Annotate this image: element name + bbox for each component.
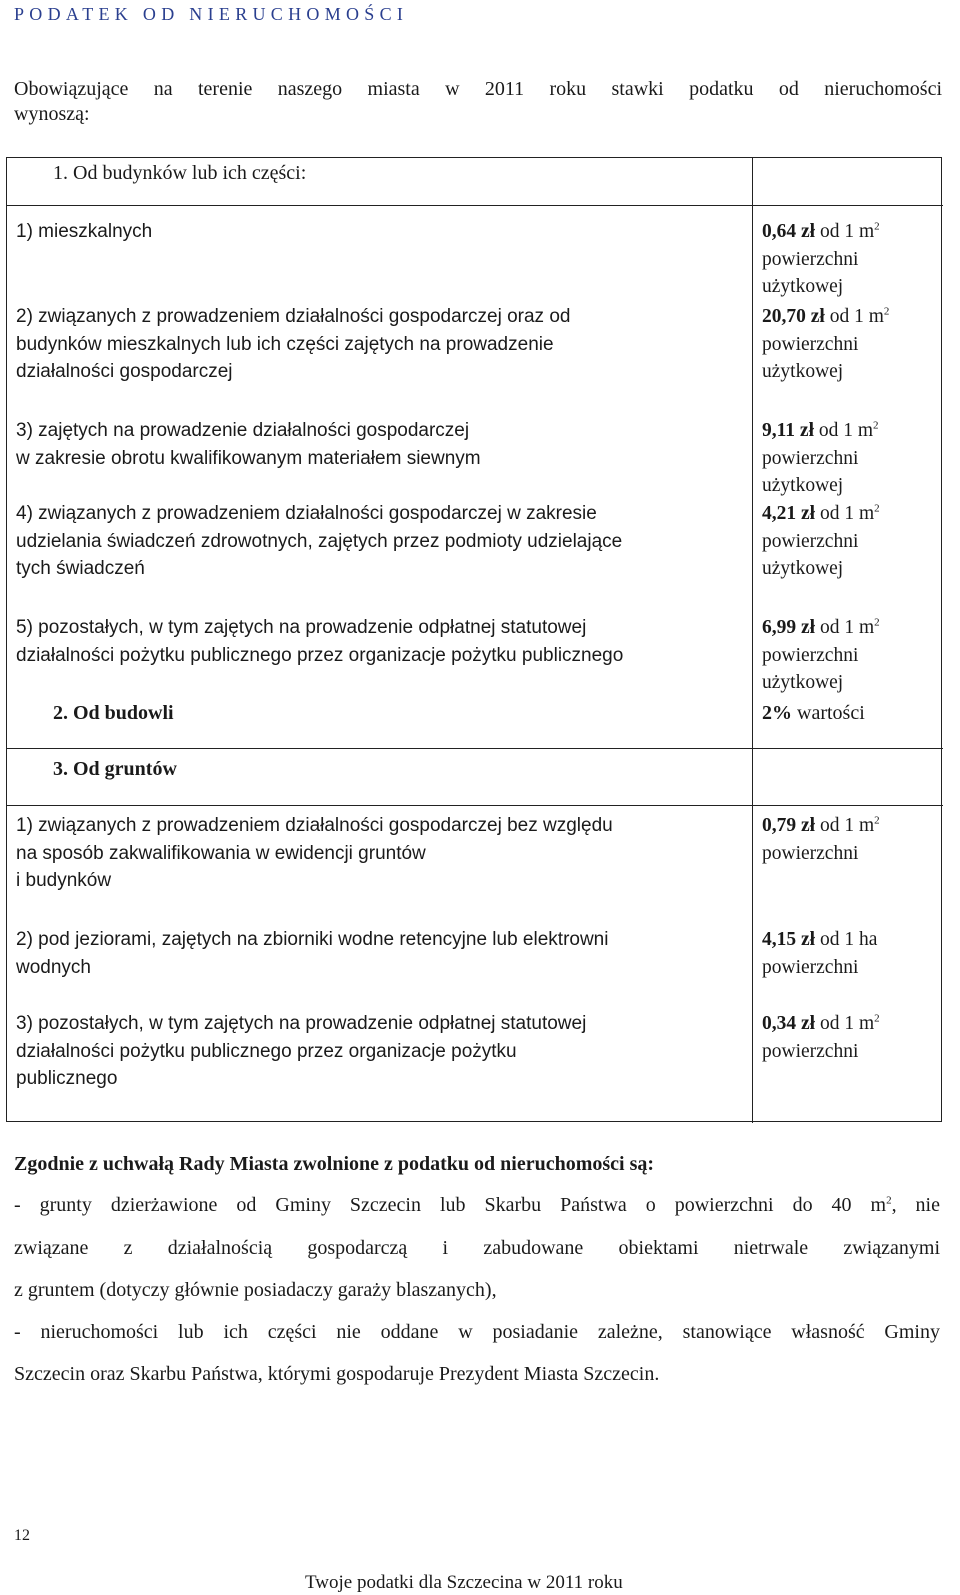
row-line: w zakresie obrotu kwalifikowanym materiałem siewnym bbox=[16, 447, 481, 469]
rate-unit: od 1 m bbox=[819, 617, 875, 638]
exemption-text: - grunty dzierżawione od Gminy Szczecin lub Skarbu Państwa o powierzchni do 40 m bbox=[14, 1194, 887, 1216]
row-divider bbox=[7, 748, 943, 749]
row-line: wodnych bbox=[16, 956, 91, 978]
rate-value: 0,34 zł bbox=[762, 1013, 816, 1034]
row-line: i budynków bbox=[16, 870, 112, 891]
exemption-1-line-1 bbox=[14, 1194, 940, 1217]
page-number: 12 bbox=[14, 1527, 30, 1544]
rate-sup: 2 bbox=[873, 419, 879, 432]
row-line: 1) związanych z prowadzeniem działalności gospodarczej bez względu bbox=[16, 815, 613, 836]
row-line: publicznego bbox=[16, 1068, 118, 1089]
rate-value: 0,64 zł bbox=[762, 221, 816, 242]
row-line: 4) związanych z prowadzeniem działalności gospodarczej w zakresie bbox=[16, 503, 597, 524]
rate-sup: 2 bbox=[874, 502, 880, 515]
intro-line-1: Obowiązujące na terenie naszego miasta w 2011 roku stawki podatku od nieruchomości bbox=[14, 78, 942, 100]
land-row-1-description bbox=[16, 812, 613, 895]
section-2-title bbox=[53, 700, 174, 728]
rate-value: 0,79 zł bbox=[762, 815, 816, 836]
row-line: działalności gospodarczej bbox=[16, 361, 233, 382]
exemption-1-line-2: związane z działalnością gospodarczą i zabudowane obiektami nietrwale związanymi bbox=[14, 1237, 940, 1259]
row-divider bbox=[7, 205, 943, 206]
rate-value: 20,70 zł bbox=[762, 306, 825, 327]
row-line: budynków mieszkalnych lub ich części zajętych na prowadzenie bbox=[16, 333, 554, 355]
rate-unit-line: powierzchni bbox=[762, 447, 859, 469]
land-row-2-description bbox=[16, 926, 608, 981]
rate-unit-line: użytkowej bbox=[762, 672, 844, 693]
rate-unit: od 1 m bbox=[819, 221, 875, 242]
rate-unit: od 1 m bbox=[829, 306, 884, 327]
rate-value: 2% bbox=[762, 702, 792, 724]
section-1-title: 1. Od budynków lub ich części: bbox=[53, 162, 307, 184]
rate-unit-line: powierzchni bbox=[762, 333, 859, 355]
rate-unit-line: powierzchni bbox=[762, 644, 859, 666]
rate-unit: od 1 m bbox=[819, 815, 875, 836]
rate-unit-line: użytkowej bbox=[762, 276, 844, 297]
rate-unit-line: powierzchni bbox=[762, 842, 859, 864]
intro-line-2: wynoszą: bbox=[14, 103, 90, 125]
rate-unit-line: użytkowej bbox=[762, 361, 844, 382]
row-line: udzielania świadczeń zdrowotnych, zajętych przez podmioty udzielające bbox=[16, 530, 623, 552]
exemption-2-line-2: Szczecin oraz Skarbu Państwa, którymi gospodaruje Prezydent Miasta Szczecin. bbox=[14, 1363, 660, 1385]
land-row-3-description bbox=[16, 1010, 586, 1093]
land-row-1-rate bbox=[762, 812, 880, 867]
rate-unit-line: użytkowej bbox=[762, 475, 844, 496]
rate-unit: od 1 m bbox=[819, 1013, 875, 1034]
row-1-description bbox=[16, 218, 152, 246]
row-5-rate bbox=[762, 614, 880, 697]
exemptions-heading bbox=[14, 1153, 654, 1176]
row-4-description bbox=[16, 500, 622, 583]
row-line: 3) pozostałych, w tym zajętych na prowadzenie odpłatnej statutowej bbox=[16, 1013, 587, 1034]
rate-value: 6,99 zł bbox=[762, 617, 816, 638]
land-row-2-rate bbox=[762, 926, 877, 981]
rate-sup: 2 bbox=[883, 305, 890, 318]
rate-sup: 2 bbox=[874, 1012, 880, 1025]
section-2-label: 2. Od budowli bbox=[53, 702, 174, 724]
section-3-label: 3. Od gruntów bbox=[53, 758, 177, 780]
row-2-rate bbox=[762, 303, 889, 386]
tax-rates-table bbox=[6, 157, 942, 1122]
rate-unit: od 1 ha bbox=[819, 929, 878, 950]
rate-unit-line: powierzchni bbox=[762, 956, 859, 978]
section-2-rate bbox=[762, 700, 865, 728]
row-divider bbox=[7, 805, 943, 806]
exemption-text: , nie bbox=[891, 1194, 940, 1216]
section-3-title bbox=[53, 756, 177, 784]
row-line: 2) pod jeziorami, zajętych na zbiorniki wodne retencyjne lub elektrowni bbox=[16, 929, 609, 950]
rate-unit-line: powierzchni bbox=[762, 248, 859, 270]
page-header: PODATEK OD NIERUCHOMOŚCI bbox=[14, 4, 409, 24]
column-divider bbox=[752, 805, 753, 1123]
exemption-2-line-1: - nieruchomości lub ich części nie oddane w posiadanie zależne, stanowiące własność Gminy bbox=[14, 1321, 940, 1343]
row-line: 5) pozostałych, w tym zajętych na prowadzenie odpłatnej statutowej bbox=[16, 617, 587, 638]
row-line: na sposób zakwalifikowania w ewidencji gruntów bbox=[16, 842, 426, 864]
row-1-rate bbox=[762, 218, 880, 301]
rate-sup: 2 bbox=[874, 814, 880, 827]
rate-unit: od 1 m bbox=[818, 420, 874, 441]
rate-value: 4,21 zł bbox=[762, 503, 816, 524]
rate-unit-line: powierzchni bbox=[762, 530, 859, 552]
footer-caption: Twoje podatki dla Szczecina w 2011 roku bbox=[305, 1572, 623, 1593]
rate-sup: 2 bbox=[874, 220, 880, 233]
row-5-description bbox=[16, 614, 623, 669]
row-3-description bbox=[16, 417, 481, 472]
exemptions-heading-text: Zgodnie z uchwałą Rady Miasta zwolnione z podatku od nieruchomości są: bbox=[14, 1153, 655, 1175]
row-3-rate bbox=[762, 417, 879, 500]
column-divider bbox=[752, 158, 753, 748]
row-line: działalności pożytku publicznego przez organizacje pożytku publicznego bbox=[16, 644, 624, 666]
row-2-description bbox=[16, 303, 570, 386]
rate-unit-line: użytkowej bbox=[762, 558, 844, 579]
rate-sup: 2 bbox=[874, 616, 880, 629]
row-line: działalności pożytku publicznego przez organizacje pożytku bbox=[16, 1040, 517, 1062]
rate-unit: od 1 m bbox=[819, 503, 875, 524]
row-line: 2) związanych z prowadzeniem działalności gospodarczej oraz od bbox=[16, 306, 571, 327]
land-row-3-rate bbox=[762, 1010, 880, 1065]
rate-value: 9,11 zł bbox=[762, 420, 814, 441]
exemption-sup: 2 bbox=[886, 1194, 892, 1207]
column-divider bbox=[752, 748, 753, 805]
row-line: 1) mieszkalnych bbox=[16, 221, 153, 242]
row-4-rate bbox=[762, 500, 880, 583]
rate-unit-line: powierzchni bbox=[762, 1040, 859, 1062]
row-line: 3) zajętych na prowadzenie działalności gospodarczej bbox=[16, 420, 470, 441]
row-line: tych świadczeń bbox=[16, 558, 145, 579]
rate-value: 4,15 zł bbox=[762, 929, 816, 950]
rate-unit: wartości bbox=[797, 702, 865, 724]
exemption-1-line-3: z gruntem (dotyczy głównie posiadaczy garaży blaszanych), bbox=[14, 1279, 497, 1301]
